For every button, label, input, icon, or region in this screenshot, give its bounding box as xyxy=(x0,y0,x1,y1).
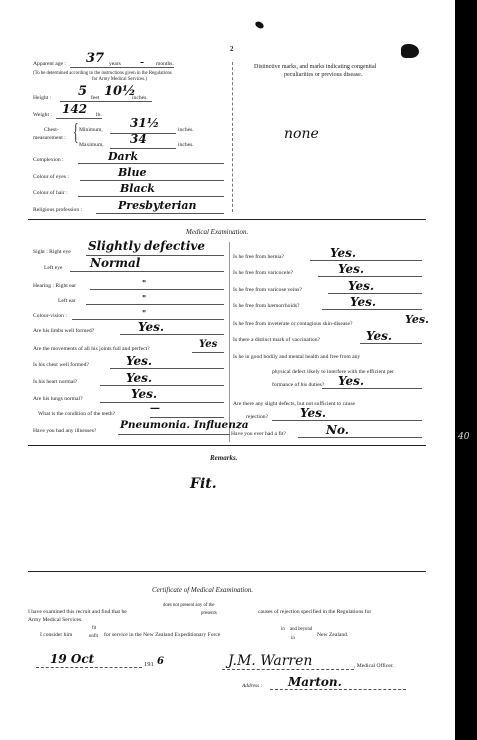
cert-year-digit: 6 xyxy=(157,656,164,667)
teeth-label: What is the condition of the teeth? xyxy=(38,411,116,417)
line-l6 xyxy=(192,352,224,353)
cert-line1-d: causes of rejection specified in the Regulations for xyxy=(258,609,372,615)
height-feet: 5 xyxy=(78,84,88,99)
vaccination-label: Is there a distinct mark of vaccination? xyxy=(233,337,320,343)
colour-vision-label: Colour-vision : xyxy=(33,313,67,319)
line-r1 xyxy=(318,276,422,277)
slight-q-1: Are there any slight defects, but not sufficient to cause xyxy=(233,401,355,407)
line-address xyxy=(270,689,406,690)
complexion-value: Dark xyxy=(108,150,139,163)
rule-certificate xyxy=(28,571,426,572)
heart-label: Is his heart normal? xyxy=(33,379,78,385)
weight-line xyxy=(56,118,102,119)
cert-line3-a: I consider him xyxy=(40,632,73,638)
hearing-right-answer: " xyxy=(142,278,147,288)
illnesses-label: Have you had any illnesses? xyxy=(33,428,97,434)
cert-date: 19 Oct xyxy=(50,652,95,666)
cert-officer-label: , Medical Officer. xyxy=(354,663,394,669)
cert-and-beyond: and beyond xyxy=(290,627,313,632)
cert-line2: Army Medical Services. xyxy=(28,617,83,623)
line-l1 xyxy=(70,271,224,272)
line-r3 xyxy=(322,309,422,310)
hearing-right-label: Hearing : Right ear xyxy=(33,283,77,289)
line-health xyxy=(322,388,422,389)
religion-label: Religious profession : xyxy=(33,207,83,213)
ink-blot-corner xyxy=(401,44,419,58)
cert-in-1: in xyxy=(281,627,285,632)
line-r0 xyxy=(310,260,422,261)
eyes-value: Blue xyxy=(118,166,147,179)
line-sig xyxy=(222,669,354,670)
cert-line1-a: I have examined this recruit and find that he xyxy=(28,609,127,615)
fits-q: Have you ever had a fit? xyxy=(231,431,286,437)
marks-value: none xyxy=(284,126,319,142)
complexion-label: Complexion : xyxy=(33,157,64,163)
health-answer: Yes. xyxy=(338,374,365,388)
years-label: years xyxy=(109,61,121,67)
line-l10 xyxy=(150,417,224,418)
cert-line1-b: does not present any of the xyxy=(163,603,215,608)
cert-line3-b: for service in the New Zealand Expeditionary Force xyxy=(104,632,221,638)
apparent-age-label: Apparent age : xyxy=(33,61,66,67)
religion-value: Presbyterian xyxy=(118,199,197,212)
hair-label: Colour of hair : xyxy=(33,190,68,196)
chest-formed-label: Is his chest well formed? xyxy=(33,362,89,368)
ink-blot-top xyxy=(254,20,265,30)
line-r5 xyxy=(360,343,422,344)
age-line xyxy=(70,67,174,68)
top-divider xyxy=(232,62,233,212)
health-q-2: physical defect likely to interfere with the efficient per xyxy=(272,369,394,375)
remarks-value: Fit. xyxy=(190,476,217,492)
weight-value: 142 xyxy=(62,102,88,116)
chest-brace: { xyxy=(72,120,79,146)
slight-answer: Yes. xyxy=(300,406,327,420)
religion-line xyxy=(96,213,224,214)
months-value: – xyxy=(140,57,144,67)
rule-remarks xyxy=(28,445,426,446)
teeth-answer: — xyxy=(150,403,160,414)
chest-formed-answer: Yes. xyxy=(126,354,153,368)
line-fits xyxy=(298,437,422,438)
left-eye-label: Left eye xyxy=(44,265,63,271)
chest-min-value: 31½ xyxy=(130,116,160,130)
chest-max-label: Maximum, xyxy=(79,142,104,148)
sight-right-label: Sight : Right eye xyxy=(33,249,71,255)
slight-q-2: rejection? xyxy=(246,414,269,420)
cert-in-2: in xyxy=(291,636,295,641)
hernia-answer: Yes. xyxy=(330,246,357,260)
line-l5 xyxy=(120,334,224,335)
skin-disease-answer: Yes. xyxy=(405,313,429,326)
eyes-label: Colour of eyes : xyxy=(33,174,69,180)
left-eye-answer: Normal xyxy=(90,256,141,270)
remarks-heading: Remarks. xyxy=(210,454,238,462)
weight-label: Weight : xyxy=(33,112,52,118)
illnesses-answer: Pneumonia. Influenza xyxy=(120,419,249,431)
cert-address-value: Marton. xyxy=(288,675,342,689)
hernia-label: Is he free from hernia? xyxy=(233,254,284,260)
cert-fit: fit xyxy=(92,626,97,631)
colour-vision-answer: " xyxy=(142,308,147,318)
chest-label-1: Chest- xyxy=(44,127,59,133)
chest-unit-2: inches. xyxy=(178,142,194,148)
inches-label: inches. xyxy=(132,95,148,101)
hair-value: Black xyxy=(120,182,155,195)
varicocele-label: Is he free from varicocele? xyxy=(233,270,293,276)
rule-medical xyxy=(28,219,426,220)
joints-label: Are the movements of all his joints full and perfect? xyxy=(33,346,150,352)
health-q-3: formance of his duties? xyxy=(272,382,325,388)
height-label: Height : xyxy=(33,95,52,101)
cert-year-prefix: 191 xyxy=(144,661,154,668)
chest-label-2: measurement : xyxy=(33,135,66,141)
hearing-left-label: Left ear xyxy=(58,298,76,304)
joints-answer: Yes xyxy=(199,339,218,350)
chest-min-label: Minimum, xyxy=(79,127,103,133)
skin-disease-label: Is he free from inveterate or contagious skin-disease? xyxy=(233,321,353,327)
cert-line1-c: presents xyxy=(201,611,217,616)
certificate-heading: Certificate of Medical Examination. xyxy=(152,586,254,594)
page-number: 2 xyxy=(230,45,234,53)
varicocele-answer: Yes. xyxy=(338,262,365,276)
weight-unit: lb. xyxy=(96,112,102,118)
age-note-1: (To be determined according to the instructions given in the Regulations xyxy=(33,71,172,76)
marks-label-2: peculiarities or previous disease. xyxy=(284,72,363,78)
hearing-left-answer: " xyxy=(142,293,147,303)
fits-answer: No. xyxy=(326,423,349,437)
medical-divider xyxy=(229,242,230,442)
varicose-answer: Yes. xyxy=(348,279,375,293)
medical-heading: Medical Examination. xyxy=(186,228,249,236)
chest-max-value: 34 xyxy=(130,132,147,146)
feet-label: feet xyxy=(91,95,100,101)
apparent-age-years: 37 xyxy=(86,51,105,66)
months-label: months. xyxy=(156,61,174,67)
health-q-1: Is he in good bodily and mental health and free from any xyxy=(233,354,361,360)
marks-label-1: Distinctive marks, and marks indicating congenital xyxy=(254,64,377,70)
limbs-answer: Yes. xyxy=(138,320,165,334)
age-note-2: for Army Medical Services.) xyxy=(92,77,147,82)
line-slight xyxy=(272,420,422,421)
line-l3 xyxy=(86,304,224,305)
line-l9 xyxy=(100,402,224,403)
line-date xyxy=(36,667,142,668)
lungs-label: Are his lungs normal? xyxy=(33,396,83,402)
line-l2 xyxy=(90,289,224,290)
haemorrhoids-label: Is he free from hæmorrhoids? xyxy=(233,303,300,309)
limbs-label: Are his limbs well formed? xyxy=(33,328,95,334)
margin-note: 40 xyxy=(458,432,470,442)
line-l7 xyxy=(110,368,224,369)
haemorrhoids-answer: Yes. xyxy=(350,295,377,309)
sight-right-answer: Slightly defective xyxy=(88,239,205,253)
line-l8 xyxy=(100,385,224,386)
vaccination-answer: Yes. xyxy=(366,329,393,343)
height-inches: 10½ xyxy=(104,84,136,99)
line-l11 xyxy=(118,434,230,435)
hair-line xyxy=(78,196,224,197)
cert-signature: J.M. Warren xyxy=(228,653,313,669)
heart-answer: Yes. xyxy=(126,371,153,385)
cert-address-label: Address : xyxy=(242,683,263,689)
chest-unit-1: inches. xyxy=(178,127,194,133)
varicose-label: Is he free from varicose veins? xyxy=(233,287,302,293)
chest-max-line xyxy=(110,148,176,149)
line-r2 xyxy=(328,293,422,294)
eyes-line xyxy=(80,180,224,181)
complexion-line xyxy=(78,163,224,164)
lungs-answer: Yes. xyxy=(131,387,158,401)
cert-line3-c: New Zealand. xyxy=(317,632,349,638)
cert-unfit: unfit xyxy=(89,634,99,639)
